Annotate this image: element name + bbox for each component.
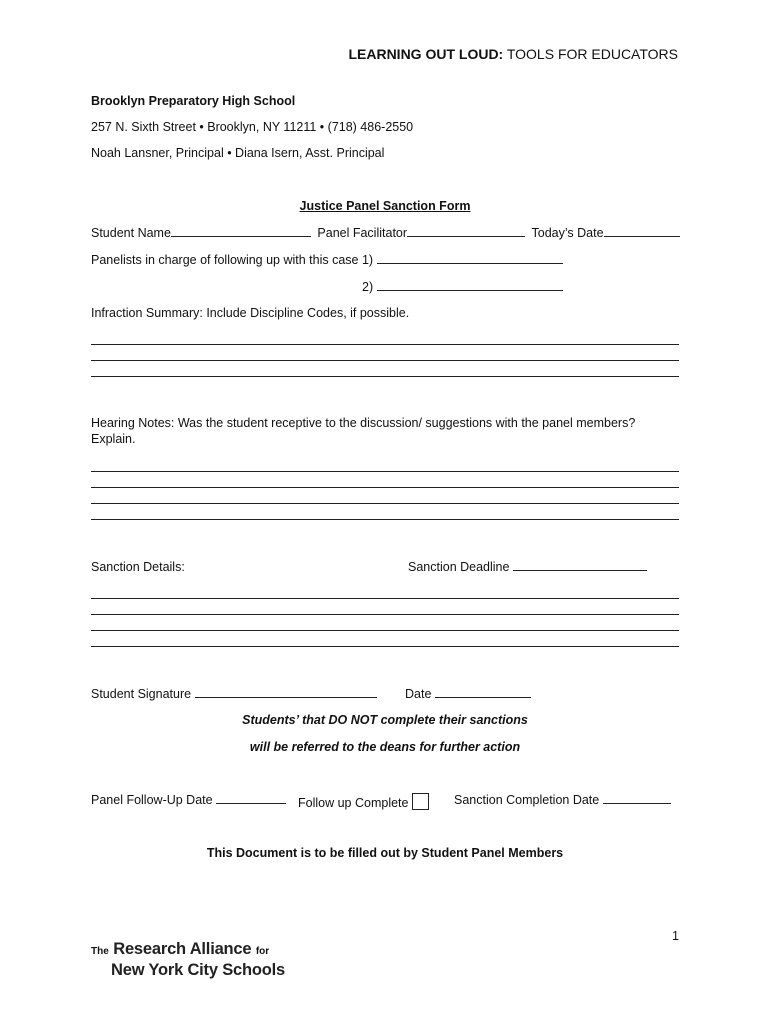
sanction-details-label: Sanction Details: [91, 560, 185, 574]
signature-date-field[interactable] [435, 687, 531, 698]
student-signature-field[interactable] [195, 687, 377, 698]
school-name: Brooklyn Preparatory High School [91, 94, 296, 108]
form-title: Justice Panel Sanction Form [299, 199, 471, 213]
header-bold: LEARNING OUT LOUD: [348, 46, 504, 62]
panel-followup-label: Panel Follow-Up Date [91, 793, 213, 807]
footer-note: This Document is to be filled out by Student Panel Members [206, 846, 564, 860]
followup-complete-checkbox[interactable] [412, 793, 429, 810]
warning-1-post: complete their sanctions [377, 713, 528, 727]
hearing-line-4[interactable] [91, 519, 679, 520]
infraction-line-1[interactable] [91, 344, 679, 345]
sanction-line-4[interactable] [91, 646, 679, 647]
hearing-line-2[interactable] [91, 487, 679, 488]
header-rest: TOOLS FOR EDUCATORS [503, 46, 678, 62]
logo-the: The [91, 946, 109, 957]
infraction-line-2[interactable] [91, 360, 679, 361]
signature-date-row [405, 687, 531, 701]
page-number: 1 [672, 929, 679, 943]
warning-1-pre: Students’ that [242, 713, 329, 727]
student-signature-label: Student Signature [91, 687, 192, 701]
followup-complete-row [298, 793, 429, 810]
panelists-row-2 [362, 280, 563, 294]
sanction-completion-row [454, 793, 671, 807]
signature-row [91, 687, 377, 701]
panel-facilitator-field[interactable] [407, 226, 525, 237]
sanction-line-3[interactable] [91, 630, 679, 631]
infraction-label: Infraction Summary: Include Discipline Codes, if possible. [91, 306, 410, 320]
logo-line-1: Research Alliance [113, 940, 252, 958]
logo-line-2: New York City Schools [111, 961, 285, 979]
warning-1-emph: DO NOT [328, 713, 378, 727]
sanction-deadline-label: Sanction Deadline [408, 560, 510, 574]
todays-date-label: Today’s Date [531, 226, 604, 240]
student-name-row [91, 226, 680, 240]
hearing-line-3[interactable] [91, 503, 679, 504]
todays-date-field[interactable] [604, 226, 680, 237]
sanction-line-1[interactable] [91, 598, 679, 599]
sanction-line-2[interactable] [91, 614, 679, 615]
sanction-deadline-row [408, 560, 647, 574]
hearing-line-1[interactable] [91, 471, 679, 472]
panelists-label: Panelists in charge of following up with this case 1) [91, 253, 374, 267]
signature-date-label: Date [405, 687, 432, 701]
panel-facilitator-label: Panel Facilitator [317, 226, 408, 240]
student-name-field[interactable] [171, 226, 311, 237]
page-header [348, 46, 678, 62]
hearing-notes-label: Hearing Notes: Was the student receptive to the discussion/ suggestions with the panel members? [91, 416, 636, 430]
student-name-label: Student Name [91, 226, 171, 240]
warning-line-1 [0, 713, 770, 727]
sanction-completion-label: Sanction Completion Date [454, 793, 600, 807]
sanction-deadline-field[interactable] [513, 560, 647, 571]
school-staff: Noah Lansner, Principal • Diana Isern, Asst. Principal [91, 146, 385, 160]
followup-row [91, 793, 286, 807]
logo-for: for [255, 946, 270, 957]
research-alliance-logo [91, 940, 285, 980]
panelist-1-field[interactable] [377, 253, 563, 264]
infraction-line-3[interactable] [91, 376, 679, 377]
warning-line-2: will be referred to the deans for further action [249, 740, 521, 754]
panelist-2-label: 2) [362, 280, 374, 294]
school-address: 257 N. Sixth Street • Brooklyn, NY 11211 • (718) 486-2550 [91, 120, 414, 134]
panelist-2-field[interactable] [377, 280, 563, 291]
followup-complete-label: Follow up Complete [298, 796, 409, 810]
panel-followup-field[interactable] [216, 793, 286, 804]
hearing-notes-label-2: Explain. [91, 432, 136, 446]
sanction-completion-field[interactable] [603, 793, 671, 804]
panelists-row-1 [91, 253, 563, 267]
